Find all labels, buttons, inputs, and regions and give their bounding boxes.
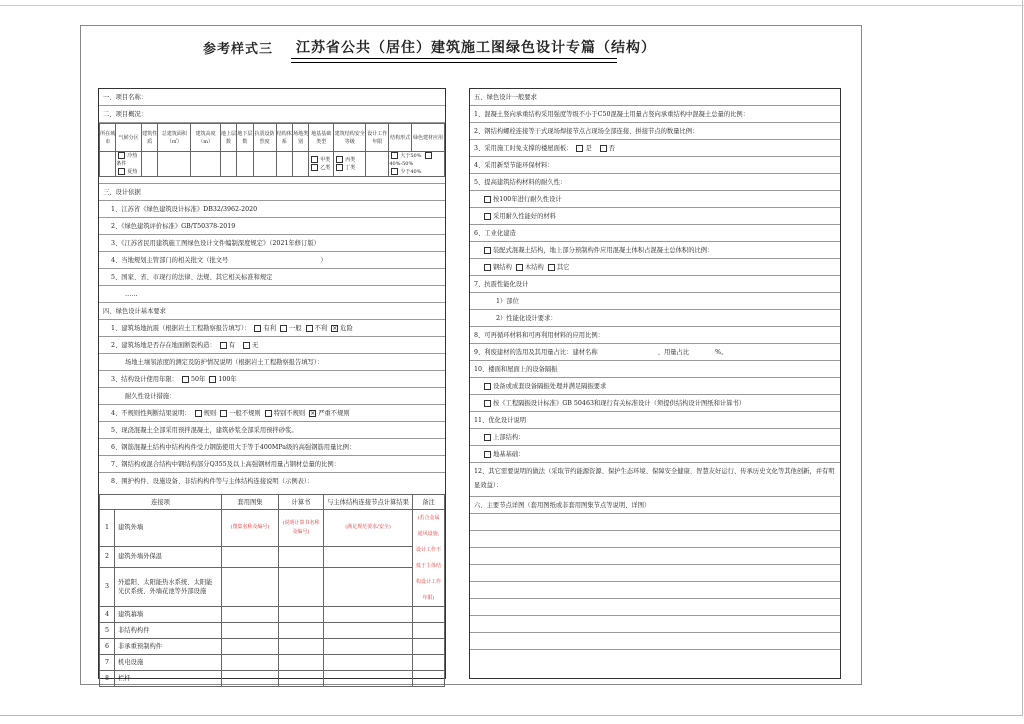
g3-yes-checkbox[interactable] — [576, 145, 583, 152]
ov-cell[interactable] — [237, 152, 253, 177]
opt-steel: 钢结构 — [493, 264, 512, 271]
row-item: 建筑幕墙 — [115, 607, 222, 623]
basis-text-2: 2、《绿色建筑评价标准》GB/T50378-2019 — [111, 223, 236, 230]
req-3-text: 3、结构设计使用年限： — [111, 376, 178, 383]
g2-row — [470, 123, 840, 140]
g9-text: 9、利废建材的选用及其用量占比：建材名称 — [474, 349, 598, 356]
g10b-checkbox[interactable] — [484, 400, 491, 407]
req-8-row — [99, 473, 445, 490]
style-label: 参考样式三 — [203, 42, 274, 57]
blank-row[interactable] — [470, 565, 840, 582]
class-checkbox[interactable] — [336, 156, 343, 163]
g9-row — [470, 344, 840, 361]
row-atlas[interactable] — [222, 623, 279, 639]
project-name-row — [99, 89, 445, 106]
steel-checkbox[interactable] — [484, 264, 491, 271]
row-no: 4 — [100, 607, 115, 623]
g2-text: 2、钢结构螺栓连接等干式现场焊接节点占现场全部连接、拼接节点的数量比例： — [474, 128, 699, 135]
opt-other: 其它 — [556, 264, 570, 271]
overview-header-row — [100, 124, 445, 152]
row-result[interactable] — [324, 639, 413, 655]
g10-row — [470, 361, 840, 378]
g7a-row — [470, 293, 840, 310]
ov-cell[interactable] — [292, 152, 308, 177]
class-label-f: 丁类 — [345, 165, 356, 171]
opt-50y: 50年 — [191, 376, 206, 383]
ov-h: 建筑高度（m） — [191, 124, 220, 152]
favorable-checkbox[interactable] — [254, 325, 261, 332]
g7-row — [470, 276, 840, 293]
g4-row — [470, 157, 840, 174]
row-calc[interactable] — [279, 639, 324, 655]
req-6-row — [99, 439, 445, 456]
g11b-row — [470, 446, 840, 463]
ov-h: 设计工作年限 — [366, 124, 389, 152]
severe-irregular-checkbox[interactable]: × — [310, 410, 316, 417]
basis-text-1: 1、江苏省《绿色建筑设计标准》DB32/3962-2020 — [111, 206, 258, 213]
g7a-text: 1）部位 — [496, 298, 519, 305]
design-basis-heading: 三、设计依据 — [103, 189, 141, 196]
basis-item — [99, 235, 445, 252]
row-result[interactable] — [324, 655, 413, 671]
right-column — [469, 88, 841, 679]
fault-yes-checkbox[interactable] — [220, 342, 227, 349]
g1-row — [470, 106, 840, 123]
document-sheet — [80, 25, 862, 685]
row-no: 2 — [100, 546, 115, 567]
table-row — [100, 546, 445, 567]
g6-row — [470, 225, 840, 242]
g12-text: 12、其它需要说明的做法（采取节约能源资源、保护生态环境、保障安全健康、智慧友好运行、传承历史文化等其他创新，并有明显效益）： — [474, 468, 835, 489]
material-label-h: 40%-50% — [389, 161, 414, 167]
row-no: 6 — [100, 639, 115, 655]
ov-h: 结构形式 — [389, 124, 412, 152]
row-no: 5 — [100, 623, 115, 639]
ov-h: 绿色建材应用 — [412, 124, 445, 152]
opt-yes: 有 — [228, 342, 236, 349]
ov-h: 抗震设防烈度 — [253, 124, 276, 152]
g8-row — [470, 327, 840, 344]
50y-checkbox[interactable] — [182, 376, 189, 383]
g7b-text: 2）性能化设计要求： — [496, 315, 557, 322]
g11a-checkbox[interactable] — [484, 434, 491, 441]
g4-text: 4、采用新型节能环保材料： — [474, 162, 554, 169]
overview-table — [99, 123, 445, 177]
row-no: 3 — [100, 567, 115, 606]
ov-h: 地基基础类型 — [309, 124, 334, 152]
row-item: 非结构构件 — [115, 623, 222, 639]
table-row — [100, 567, 445, 606]
req-1-row — [99, 320, 445, 337]
durability-row — [99, 388, 445, 405]
ov-h: 总建筑面积（㎡） — [158, 124, 191, 152]
ov-cell — [309, 152, 334, 177]
g10a-text: 设备或成套设备隔振处理并满足隔振要求 — [493, 383, 607, 390]
climate-checkbox[interactable] — [118, 152, 125, 159]
g10a-row — [470, 378, 840, 395]
row-calc[interactable] — [279, 607, 324, 623]
row-no: 8 — [100, 671, 115, 687]
g10b-text: 按《工程隔振设计标准》GB 50463和现行有关标准设计（须提供结构设计图纸和计算书） — [493, 400, 746, 407]
row-no: 7 — [100, 655, 115, 671]
connection-header-row — [100, 495, 445, 510]
g12-row — [470, 463, 840, 497]
table-row — [100, 607, 445, 623]
blank-row[interactable] — [470, 582, 840, 599]
connection-table — [99, 494, 445, 687]
row-atlas[interactable]: (图集名称及编号) — [222, 510, 279, 547]
g11a-row — [470, 429, 840, 446]
g3-no-checkbox[interactable] — [600, 145, 607, 152]
ov-cell[interactable] — [220, 152, 236, 177]
ov-cell — [116, 152, 142, 177]
blank-row[interactable] — [470, 616, 840, 633]
regular-checkbox[interactable] — [195, 410, 202, 417]
row-item: 建筑外墙 — [115, 510, 222, 547]
g1-text: 1、混凝土竖向承重结构采用强度等级不小于C50混凝土用量占竖向承重结构中混凝土总量的比例： — [474, 111, 750, 118]
row-calc[interactable] — [279, 623, 324, 639]
general-req-row — [470, 89, 840, 106]
basis-item — [99, 269, 445, 286]
blank-row[interactable] — [470, 548, 840, 565]
row-item: 外遮阳、太阳能热水系统、太阳能光伏系统、外墙花池等外部设施 — [115, 567, 222, 606]
basic-req-heading: 四、绿色设计基本要求 — [103, 308, 166, 315]
req-1-text: 1、建筑场地抗震（根据岩土工程勘察报告填写）： — [111, 325, 251, 332]
row-result[interactable] — [324, 546, 413, 567]
radon-text: 场地土壤氡浓度的测定及防护情况说明（根据岩土工程勘察报告填写）： — [125, 359, 324, 366]
g3-no: 否 — [608, 145, 616, 152]
ov-h: 建筑结构安全等级 — [334, 124, 366, 152]
req-2-row — [99, 337, 445, 354]
g9c-text: %。 — [715, 349, 728, 356]
g7b-row — [470, 310, 840, 327]
opt-regular: 规则 — [203, 410, 217, 417]
g5-row — [470, 174, 840, 191]
class-checkbox[interactable] — [336, 164, 343, 171]
row-remark[interactable] — [413, 607, 445, 623]
100y-checkbox[interactable] — [209, 376, 216, 383]
row-calc[interactable] — [279, 655, 324, 671]
table-row — [100, 671, 445, 687]
special-irregular-checkbox[interactable] — [265, 410, 272, 417]
general-checkbox[interactable] — [280, 325, 287, 332]
g5a-text: 按100年进行耐久性设计 — [493, 196, 562, 203]
row-remark[interactable] — [413, 639, 445, 655]
climate-label-b: 夏热 — [127, 169, 138, 175]
opt-severe: 严重不规则 — [318, 410, 350, 417]
g5b-text: 采用耐久性能好的材料 — [493, 213, 556, 220]
opt-unfavorable: 不利 — [314, 325, 328, 332]
req-8-text: 8、围护构件、设施设备、非结构构件等与主体结构连接说明（示例表）： — [111, 478, 314, 485]
ratio-input[interactable] — [689, 351, 715, 361]
row-calc[interactable]: (说明计算书名称及编号) — [279, 510, 324, 547]
opt-wood: 木结构 — [524, 264, 544, 271]
ov-cell[interactable] — [142, 152, 158, 177]
detail-heading-row — [470, 497, 840, 514]
page-title: 江苏省公共（居住）建筑施工图绿色设计专篇（结构） — [296, 40, 656, 56]
col-item: 连接项 — [100, 495, 222, 510]
radon-row — [99, 354, 445, 371]
title-underline — [291, 58, 617, 63]
g11b-checkbox[interactable] — [484, 451, 491, 458]
basis-text-4: 4、当地规划主管部门的相关批文（批文号 — [111, 257, 229, 264]
row-result[interactable] — [324, 623, 413, 639]
ov-h: 气候分区 — [116, 124, 142, 152]
ov-h: 建筑性质 — [142, 124, 158, 152]
blank-row[interactable] — [470, 531, 840, 548]
climate-label-a: 冷热条件 — [116, 153, 138, 167]
req-4-row — [99, 405, 445, 422]
g11-text: 11、优化设计说明 — [474, 417, 527, 424]
row-remark[interactable] — [413, 623, 445, 639]
g3-yes: 是 — [585, 145, 592, 152]
g11-row — [470, 412, 840, 429]
durability-input[interactable] — [175, 395, 285, 405]
req-5-text: 5、现浇混凝土全部采用预拌混凝土，建筑砂浆全部采用预拌砂浆。 — [111, 427, 298, 434]
general-req-heading: 五、绿色设计一般要求 — [474, 94, 537, 101]
basis-ellipsis-row — [99, 286, 445, 303]
row-result[interactable] — [324, 567, 413, 606]
g5b-checkbox[interactable] — [484, 213, 491, 220]
g5-text: 5、提高建筑结构材料的耐久性： — [474, 179, 567, 186]
material-checkbox[interactable] — [391, 152, 398, 159]
material-checkbox[interactable] — [425, 152, 432, 159]
table-row — [100, 623, 445, 639]
ov-h: 地下层数 — [237, 124, 253, 152]
ov-h: 结构体系 — [276, 124, 292, 152]
ov-cell[interactable] — [276, 152, 292, 177]
opt-no: 无 — [252, 342, 259, 349]
other-input[interactable] — [569, 266, 619, 276]
ov-cell — [334, 152, 366, 177]
g6a-checkbox[interactable] — [484, 247, 491, 254]
req-6-text: 6、钢筋混凝土结构中结构构件受力钢筋使用大于等于400MPa级的高强钢筋用量比例： — [111, 444, 356, 451]
ov-cell[interactable] — [100, 152, 116, 177]
table-row — [100, 655, 445, 671]
ov-cell[interactable] — [191, 152, 220, 177]
row-result[interactable] — [324, 671, 413, 687]
g3-row — [470, 140, 840, 157]
detail-heading: 六、主要节点详图（套用图纸或非套用图集节点等说明、详图） — [474, 502, 651, 509]
table-row — [100, 510, 445, 547]
g9b-text: 、用量占比 — [657, 349, 690, 356]
class-label-c: 甲类 — [320, 157, 331, 163]
project-name-label: 一、项目名称： — [103, 94, 148, 101]
blank-row[interactable] — [470, 599, 840, 616]
row-atlas[interactable] — [222, 639, 279, 655]
g5a-row — [470, 191, 840, 208]
basis-item — [99, 201, 445, 218]
row-no: 1 — [100, 510, 115, 547]
design-basis-row — [99, 184, 445, 201]
row-atlas[interactable] — [222, 567, 279, 606]
g5b-row — [470, 208, 840, 225]
irregular-checkbox[interactable] — [220, 410, 227, 417]
unfavorable-checkbox[interactable] — [306, 325, 313, 332]
opt-favorable: 有利 — [263, 325, 276, 332]
document-header — [81, 38, 861, 68]
blank-row[interactable] — [470, 650, 840, 667]
wood-checkbox[interactable] — [516, 264, 523, 271]
row-atlas[interactable] — [222, 546, 279, 567]
req-2-text: 2、建筑场地是否存在地面断裂构造： — [111, 342, 216, 349]
req-7-row — [99, 456, 445, 473]
fault-no-checkbox[interactable] — [243, 342, 250, 349]
left-column — [98, 88, 446, 682]
row-atlas[interactable] — [222, 671, 279, 687]
col-calc: 计算书 — [279, 495, 324, 510]
g5a-checkbox[interactable] — [484, 196, 491, 203]
ov-h: 场地类别 — [292, 124, 308, 152]
basis-text-5: 5、国家、省、市现行的法律、法规、其它相关标准和规定 — [111, 274, 273, 281]
g6-text: 6、工业化建造 — [474, 230, 516, 237]
g6b-row — [470, 259, 840, 276]
g10b-row — [470, 395, 840, 412]
project-overview-label: 二、项目概况： — [103, 111, 148, 118]
g3-text: 3、采用施工时免支撑的楼屋面板： — [474, 145, 573, 152]
row-result[interactable]: (满足规范要求/安全) — [324, 510, 413, 547]
ov-h: 地上层数 — [220, 124, 236, 152]
basis-item — [99, 218, 445, 235]
overview-value-row — [100, 152, 445, 177]
class-label-d: 乙类 — [320, 165, 331, 171]
material-name-input[interactable] — [598, 351, 658, 361]
row-remark[interactable] — [413, 671, 445, 687]
g10a-checkbox[interactable] — [484, 383, 491, 390]
opt-dangerous: 危险 — [340, 325, 353, 332]
opt-special: 特别不规则 — [273, 410, 306, 417]
material-label-g: 大于50% — [400, 153, 422, 159]
req-3-row — [99, 371, 445, 388]
ellipsis: …… — [125, 291, 138, 298]
blank-row[interactable] — [470, 633, 840, 650]
basis-item: 4、当地规划主管部门的相关批文（批文号 ） — [99, 252, 445, 269]
class-label-e: 丙类 — [345, 157, 356, 163]
row-item: 机电设施 — [115, 655, 222, 671]
col-atlas: 套用图集 — [222, 495, 279, 510]
row-remark[interactable] — [413, 655, 445, 671]
blank-row[interactable] — [470, 514, 840, 531]
ov-cell[interactable] — [253, 152, 276, 177]
table-row — [100, 639, 445, 655]
col-result: 与主体结构连接节点计算结果 — [324, 495, 413, 510]
class-checkbox[interactable] — [311, 164, 318, 171]
g11a-text: 上部结构： — [493, 434, 525, 441]
req-7-text: 7、钢结构或混合结构中钢结构部分Q355及以上高强钢材用量占钢材总量的比例： — [111, 461, 340, 468]
g11b-text: 地基基础： — [493, 451, 525, 458]
material-label-i: 少于40% — [400, 169, 422, 175]
project-overview-row — [99, 106, 445, 123]
row-atlas[interactable] — [222, 607, 279, 623]
top-divider — [0, 5, 1024, 6]
g7-text: 7、抗震性能化设计 — [474, 281, 529, 288]
g6a-row — [470, 242, 840, 259]
row-item: 建筑外墙外保温 — [115, 546, 222, 567]
g6a-text: 装配式混凝土结构，地上部分预制构件应用混凝土体积占混凝土总体积的比例： — [493, 247, 714, 254]
dangerous-checkbox[interactable]: × — [332, 325, 338, 332]
ov-cell — [389, 152, 445, 177]
row-calc[interactable] — [279, 546, 324, 567]
row-item: 非承重预制构件 — [115, 639, 222, 655]
remark-note: (若合金属通风设施,设计工作不低于主体结构设计工作年限) — [413, 510, 445, 607]
opt-irregular: 一般不规则 — [229, 410, 261, 417]
opt-100y: 100年 — [218, 376, 237, 383]
ov-h: 所在城市 — [100, 124, 116, 152]
class-checkbox[interactable] — [311, 156, 318, 163]
row-atlas[interactable] — [222, 655, 279, 671]
col-remark: 备注 — [413, 495, 445, 510]
row-result[interactable] — [324, 607, 413, 623]
row-item: 栏杆 — [115, 671, 222, 687]
durability-text: 耐久性设计措施： — [125, 393, 176, 400]
req-4-text: 4、不规则性判断结果说明： — [111, 410, 191, 417]
row-calc[interactable] — [279, 567, 324, 606]
req-5-row — [99, 422, 445, 439]
opt-general: 一般 — [289, 325, 302, 332]
basis-text-3: 3、《江苏省民用建筑施工图绿色设计文件编制深度规定》（2021年修订版） — [111, 240, 320, 247]
g10-text: 10、楼面和屋面上的设备隔振 — [474, 366, 558, 373]
spacer-row — [99, 174, 445, 184]
g8-text: 8、可再循环材料和可再利用材料的应用比例： — [474, 332, 604, 339]
other-checkbox[interactable] — [548, 264, 555, 271]
ov-cell[interactable] — [158, 152, 191, 177]
basic-req-row — [99, 303, 445, 320]
approval-number-input[interactable] — [228, 259, 318, 269]
row-calc[interactable] — [279, 671, 324, 687]
ov-cell[interactable] — [366, 152, 389, 177]
